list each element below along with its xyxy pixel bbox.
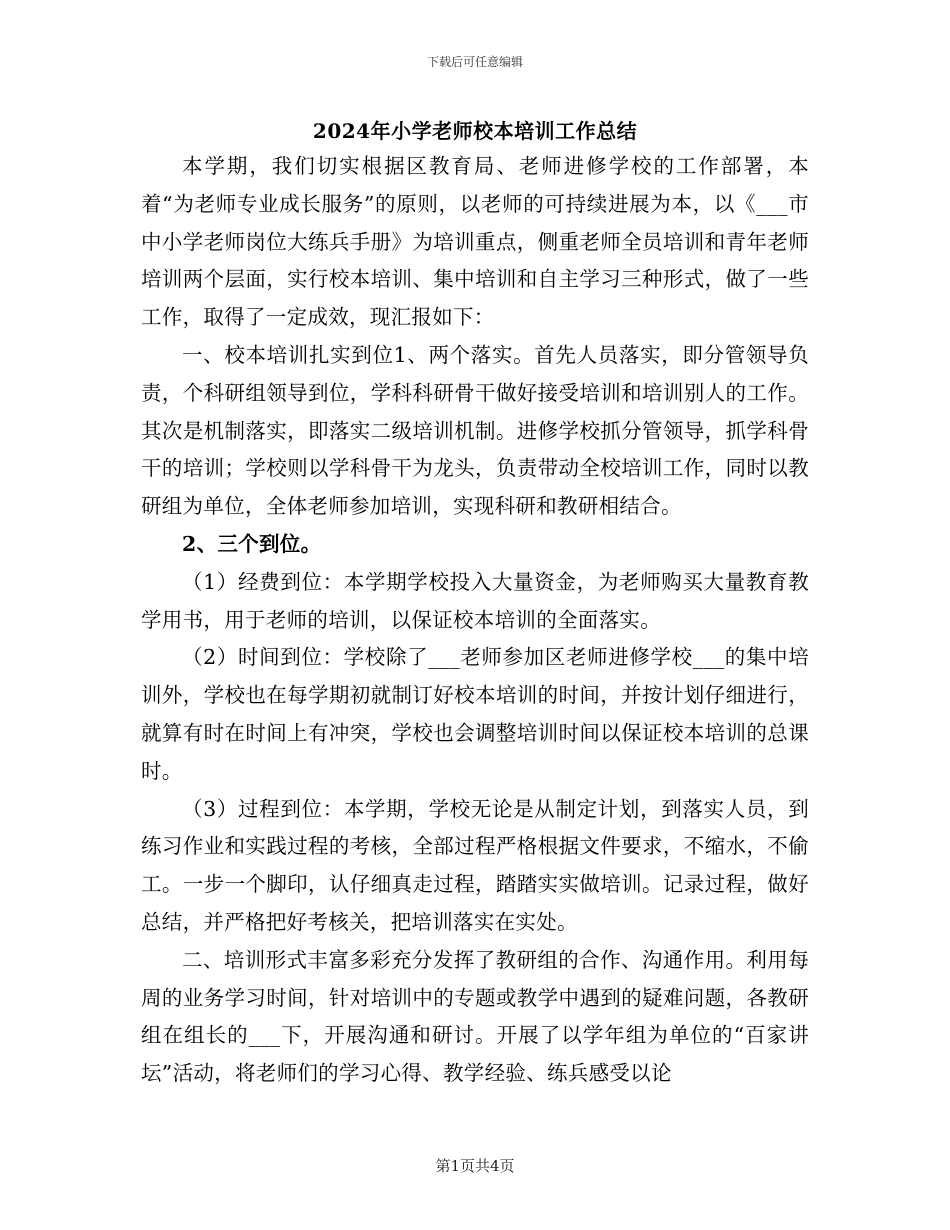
paragraph-section-two: 二、培训形式丰富多彩充分发挥了教研组的合作、沟通作用。利用每周的业务学习时间，针对培训中的专题或教学中遇到的疑难问题，各教研组在组长的___下，开展沟通和研讨。开展了以学年组为单位的“百家讲坛”活动，将老师们的学习心得、教学经验、练兵感受以论 bbox=[141, 947, 809, 1086]
paragraph-time: （2）时间到位：学校除了___老师参加区老师进修学校___的集中培训外，学校也在每学期初就制订好校本培训的时间，并按计划仔细进行，就算有时在时间上有冲突，学校也会调整培训时间以保证校本培训的总课时。 bbox=[141, 645, 809, 783]
paragraph-process: （3）过程到位：本学期，学校无论是从制定计划，到落实人员，到练习作业和实践过程的考核，全部过程严格根据文件要求，不缩水，不偷工。一步一个脚印，认仔细真走过程，踏踏实实做培训。记录过程，做好总结，并严格把好考核关，把培训落实在实处。 bbox=[141, 796, 809, 934]
document-title: 2024年小学老师校本培训工作总结 bbox=[312, 119, 638, 143]
document-body bbox=[141, 148, 809, 1093]
header-note: 下载后可任意编辑 bbox=[426, 55, 523, 69]
paragraph-funding: （1）经费到位：本学期学校投入大量资金，为老师购买大量教育教学用书，用于老师的培训，以保证校本培训的全面落实。 bbox=[141, 569, 809, 632]
page-number: 第1页共4页 bbox=[435, 1157, 515, 1175]
paragraph-intro: 本学期，我们切实根据区教育局、老师进修学校的工作部署，本着“为老师专业成长服务”的原则，以老师的可持续进展为本，以《___市中小学老师岗位大练兵手册》为培训重点，侧重老师全员培训和青年老师培训两个层面，实行校本培训、集中培训和自主学习三种形式，做了一些工作，取得了一定成效，现汇报如下： bbox=[141, 154, 809, 330]
subheading-three-in-place: 2、三个到位。 bbox=[182, 531, 322, 556]
paragraph-section-one: 一、校本培训扎实到位1、两个落实。首先人员落实，即分管领导负责，个科研组领导到位，学科科研骨干做好接受培训和培训别人的工作。其次是机制落实，即落实二级培训机制。进修学校抓分管领导，抓学科骨干的培训；学校则以学科骨干为龙头，负责带动全校培训工作，同时以教研组为单位，全体老师参加培训，实现科研和教研相结合。 bbox=[141, 342, 809, 519]
